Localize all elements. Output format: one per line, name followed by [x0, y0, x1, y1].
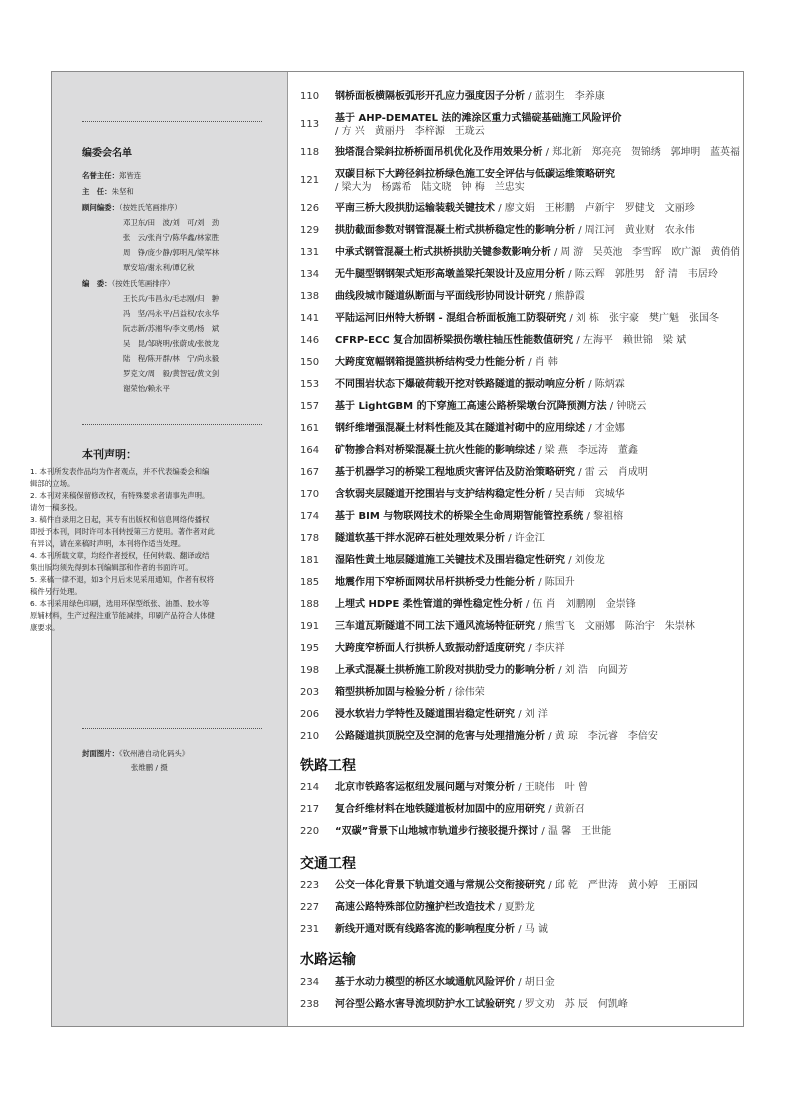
declaration-item: 3. 稿件自录用之日起，其专有出版权和信息网络传播权即授予本刊，同时许可本刊转授第三方使用。著作者对此有异议，请在来稿时声明，本刊将作适当处理。 — [30, 515, 215, 548]
honorary-editor — [82, 170, 141, 182]
advisors-line: 周 铮/庞少静/郭明凡/梁军林 — [123, 248, 220, 257]
article-title: 钢桥面板横隔板弧形开孔应力强度因子分析 — [335, 91, 525, 102]
page-number: 178 — [300, 533, 320, 544]
page-number: 167 — [300, 467, 320, 478]
article-authors: / 黄 琼 李沅睿 李倍安 — [548, 731, 658, 742]
article-authors: / 郑北新 郑亮亮 贺锦绣 郭坤明 蓝英福 — [545, 147, 740, 158]
article-authors: / 陈国升 — [538, 577, 575, 588]
page-number: 134 — [300, 269, 320, 280]
article-title: 复合纤维材料在地铁隧道板材加固中的应用研究 — [335, 804, 545, 815]
page-number: 231 — [300, 924, 320, 935]
article-authors: / 周 游 吴英池 李雪晖 欧广源 黄俏俏 — [553, 247, 741, 258]
article-title: 含软弱夹层隧道开挖围岩与支护结构稳定性分析 — [335, 489, 545, 500]
page-number: 157 — [300, 401, 320, 412]
article-title: 隧道软基干拌水泥碎石桩处理效果分析 — [335, 533, 505, 544]
advisors-note: （按姓氏笔画排序） — [118, 203, 182, 212]
article-authors: / 黎祖榕 — [586, 511, 624, 522]
article-authors: / 罗文劝 苏 辰 何凯峰 — [518, 999, 628, 1010]
article-authors: / 刘俊龙 — [568, 555, 605, 566]
editors — [82, 278, 174, 290]
director — [82, 186, 134, 198]
article-title: 平南三桥大段拱肋运输装载关键技术 — [335, 203, 495, 214]
article-authors: / 陈炳霖 — [588, 379, 625, 390]
article-authors: / 陈云辉 郭胜男 舒 清 韦居玲 — [568, 269, 718, 280]
page-number: 195 — [300, 643, 320, 654]
article-authors: / 肖 韩 — [528, 357, 558, 368]
article-authors: / 马 诚 — [518, 924, 548, 935]
article-authors: / 刘 栋 张宇豪 樊广魁 张国冬 — [569, 313, 720, 324]
cover-caption — [82, 748, 189, 760]
editors-line: 阮志新/苏湘华/李文勇/杨 斌 — [123, 324, 220, 333]
page-number: 164 — [300, 445, 320, 456]
declaration-item: 4. 本刊所载文章，均经作者授权，任何转载、翻译或结集出版均须先得到本刊编辑部和作者的书面许可。 — [30, 551, 210, 572]
article-title: 基于 LightGBM 的下穿施工高速公路桥梁墩台沉降预测方法 — [335, 401, 607, 412]
article-title: 独塔混合梁斜拉桥桥面吊机优化及作用效果分析 — [335, 147, 543, 158]
article-authors: / 廖文娟 王彬鹏 卢新宇 罗健戈 文丽珍 — [498, 203, 695, 214]
article-title: 公交一体化背景下轨道交通与常规公交衔接研究 — [335, 880, 545, 891]
article-authors: / 温 馨 王世能 — [541, 826, 612, 837]
page-number: 223 — [300, 880, 320, 891]
section-heading-waterway: 水路运输 — [300, 952, 356, 968]
page-number: 181 — [300, 555, 320, 566]
article-title: 地震作用下窄桥面网状吊杆拱桥受力性能分析 — [335, 577, 535, 588]
cover-credit: 张维鹏 / 摄 — [131, 763, 168, 772]
article-authors: / 李庆祥 — [528, 643, 565, 654]
article-authors: / 梁大为 杨露希 陆文晓 钟 梅 兰忠实 — [335, 182, 525, 193]
article-authors: / 夏黔龙 — [498, 902, 535, 913]
article-authors: / 才金娜 — [588, 423, 625, 434]
article-title: 无牛腿型钢钢架式矩形高墩盖梁托架设计及应用分析 — [335, 269, 565, 280]
page-number: 174 — [300, 511, 320, 522]
page-number: 131 — [300, 247, 320, 258]
declaration-item: 6. 本刊采用绿色印刷，选用环保型纸张、油墨、胶水等原辅材料，生产过程注重节能减排，印刷产品符合人体健康要求。 — [30, 599, 215, 632]
editorial-board-title: 编委会名单 — [82, 148, 132, 159]
article-authors: / 雷 云 肖成明 — [578, 467, 648, 478]
page-number: 220 — [300, 826, 320, 837]
honorary-editor-label: 名誉主任： — [82, 171, 119, 180]
director-name: 朱坚和 — [111, 187, 134, 196]
divider — [82, 424, 262, 425]
page-number: 210 — [300, 731, 320, 742]
page-number: 203 — [300, 687, 320, 698]
page-number: 126 — [300, 203, 320, 214]
editors-line: 冯 坚/冯永平/吕益权/农永华 — [123, 309, 220, 318]
page-number: 118 — [300, 147, 320, 158]
page-number: 238 — [300, 999, 320, 1010]
page-number: 121 — [300, 175, 320, 186]
page-number: 170 — [300, 489, 320, 500]
article-title: 大跨度宽幅钢箱提篮拱桥结构受力性能分析 — [335, 357, 525, 368]
editors-line: 陆 程/陈开群/林 宁/尚永毅 — [123, 354, 220, 363]
page-number: 129 — [300, 225, 320, 236]
article-title: 浸水软岩力学特性及隧道围岩稳定性研究 — [335, 709, 515, 720]
page-number: 113 — [300, 119, 320, 130]
article-authors: / 刘 洋 — [518, 709, 548, 720]
page-number: 153 — [300, 379, 320, 390]
declaration-item: 1. 本刊所发表作品均为作者观点，并不代表编委会和编辑部的立场。 — [30, 467, 210, 488]
advisors — [82, 202, 182, 214]
editors-label: 编 委： — [82, 279, 112, 288]
cover-label: 封面图片： — [82, 749, 119, 758]
article-authors: / 王晓伟 叶 曾 — [518, 782, 588, 793]
editors-note: （按姓氏笔画排序） — [111, 279, 175, 288]
article-title: 上埋式 HDPE 柔性管道的弹性稳定性分析 — [335, 599, 523, 610]
article-title: “双碳”背景下山地城市轨道步行接驳提升探讨 — [335, 826, 539, 837]
article-authors: / 周江河 黄业财 农永伟 — [578, 225, 695, 236]
article-title: 基于机器学习的桥梁工程地质灾害评估及防治策略研究 — [335, 467, 575, 478]
article-authors: / 熊静霞 — [548, 291, 585, 302]
page-number: 141 — [300, 313, 320, 324]
article-title: 曲线段城市隧道纵断面与平面线形协同设计研究 — [335, 291, 545, 302]
article-authors: / 徐伟荣 — [448, 687, 485, 698]
article-title: 基于 AHP-DEMATEL 法的滩涂区重力式锚碇基础施工风险评价 — [335, 113, 622, 124]
article-title: CFRP-ECC 复合加固桥梁损伤墩柱轴压性能数值研究 — [335, 335, 574, 346]
page-number: 234 — [300, 977, 320, 988]
article-title: 河谷型公路水害导流坝防护水工试验研究 — [335, 999, 515, 1010]
page-number: 198 — [300, 665, 320, 676]
advisors-line: 邓卫东/田 波/刘 可/刘 劲 — [123, 218, 220, 227]
page-number: 214 — [300, 782, 320, 793]
article-authors: / 梁 燕 李远涛 董鑫 — [538, 445, 638, 456]
article-authors: / 左海平 赖世锦 梁 斌 — [576, 335, 687, 346]
page-number: 146 — [300, 335, 320, 346]
declarations — [30, 466, 216, 634]
page-number: 138 — [300, 291, 320, 302]
editors-line: 罗克文/周 毅/黄智冠/黄文剑 — [123, 369, 220, 378]
article-authors: / 伍 肖 刘鹏刚 金崇锋 — [525, 599, 636, 610]
page-number: 217 — [300, 804, 320, 815]
advisors-line: 张 云/张肖宁/陈华鑫/林家胜 — [123, 233, 220, 242]
article-title: 拱肋截面参数对钢管混凝土桁式拱桥稳定性的影响分析 — [335, 225, 575, 236]
page-number: 227 — [300, 902, 320, 913]
divider — [82, 121, 262, 122]
director-label: 主 任： — [82, 187, 112, 196]
article-title: 上承式混凝土拱桥施工阶段对拱肋受力的影响分析 — [335, 665, 555, 676]
section-heading-traffic: 交通工程 — [300, 856, 356, 872]
article-title: 高速公路特殊部位防撞护栏改造技术 — [335, 902, 495, 913]
article-authors: / 黄新召 — [548, 804, 585, 815]
article-title: 平陆运河旧州特大桥钢 - 混组合桥面板施工防裂研究 — [335, 313, 567, 324]
article-title: 箱型拱桥加固与检验分析 — [335, 687, 445, 698]
article-title: 双碳目标下大跨径斜拉桥绿色施工安全评估与低碳运维策略研究 — [335, 169, 615, 180]
article-authors: / 蓝羽生 李养康 — [528, 91, 605, 102]
article-title: 矿物掺合料对桥梁混凝土抗火性能的影响综述 — [335, 445, 535, 456]
advisors-label: 顾问编委： — [82, 203, 119, 212]
article-authors: / 钟晓云 — [609, 401, 647, 412]
divider — [82, 728, 262, 729]
article-title: 中承式钢管混凝土桁式拱桥拱肋关键参数影响分析 — [335, 247, 551, 258]
page-number: 161 — [300, 423, 320, 434]
article-authors: / 胡日金 — [518, 977, 555, 988]
article-title: 三车道瓦斯隧道不同工法下通风流场特征研究 — [335, 621, 535, 632]
declaration-item: 5. 来稿一律不退，如3个月后未见采用通知，作者有权将稿件另行处理。 — [30, 575, 215, 596]
page-number: 206 — [300, 709, 320, 720]
page-number: 150 — [300, 357, 320, 368]
page-number: 188 — [300, 599, 320, 610]
article-authors: / 熊雪飞 文丽娜 陈治宇 朱崇林 — [538, 621, 695, 632]
article-authors: / 许金江 — [508, 533, 545, 544]
article-authors: / 刘 浩 向圆芳 — [558, 665, 628, 676]
article-title: 不同围岩状态下爆破荷载开挖对铁路隧道的振动响应分析 — [335, 379, 585, 390]
page-number: 185 — [300, 577, 320, 588]
declaration-title: 本刊声明： — [82, 448, 137, 461]
article-authors: / 吴吉师 宾城华 — [548, 489, 625, 500]
article-title: 湿陷性黄土地层隧道施工关键技术及围岩稳定性研究 — [335, 555, 565, 566]
article-title: 大跨度窄桥面人行拱桥人致振动舒适度研究 — [335, 643, 525, 654]
article-title: 钢纤维增强混凝土材料性能及其在隧道衬砌中的应用综述 — [335, 423, 585, 434]
page-number: 110 — [300, 91, 320, 102]
page-number: 191 — [300, 621, 320, 632]
article-title: 公路隧道拱顶脱空及空洞的危害与处理措施分析 — [335, 731, 545, 742]
article-title: 基于水动力模型的桥区水域通航风险评价 — [335, 977, 515, 988]
article-authors: / 方 兴 黄丽丹 李梓源 王珑云 — [335, 126, 485, 137]
article-authors: / 邱 乾 严世涛 黄小婷 王丽园 — [548, 880, 698, 891]
article-title: 新线开通对既有线路客流的影响程度分析 — [335, 924, 515, 935]
advisors-line: 覃安培/谢永利/谭亿秋 — [123, 263, 195, 272]
article-title: 北京市铁路客运枢纽发展问题与对策分析 — [335, 782, 515, 793]
article-title: 基于 BIM 与物联网技术的桥梁全生命周期智能管控系统 — [335, 511, 584, 522]
editors-line: 吴 昆/邹晓明/张蔚成/张彼龙 — [123, 339, 220, 348]
section-heading-railway: 铁路工程 — [300, 758, 356, 774]
declaration-item: 2. 本刊对来稿保留修改权，有特殊要求者请事先声明。请勿一稿多投。 — [30, 491, 210, 512]
cover-title: 《钦州港自动化码头》 — [118, 749, 190, 758]
editors-line: 王长兵/韦昌永/毛志刚/归 翀 — [123, 294, 220, 303]
honorary-editor-name: 郑皆连 — [118, 171, 142, 180]
editors-line: 谢荣怡/赖永平 — [123, 384, 170, 393]
